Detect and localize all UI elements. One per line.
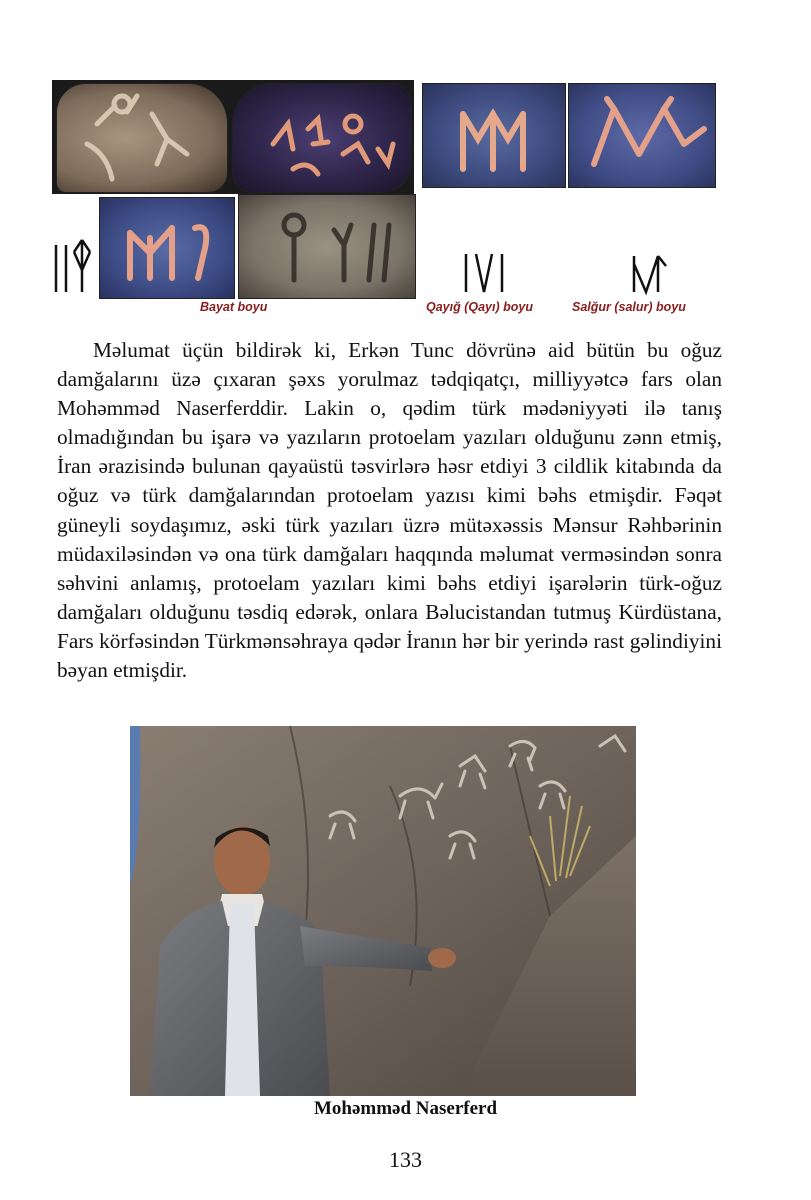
researcher-photo: [130, 726, 636, 1096]
photo-caption: Mohəmməd Naserferd: [313, 1098, 498, 1119]
petroglyph-photo-3: [422, 83, 566, 188]
page-number: 133: [389, 1147, 422, 1172]
petroglyph-photo-1: [56, 83, 228, 193]
petroglyph-photo-4: [568, 83, 716, 188]
petroglyph-photo-2: [232, 83, 412, 193]
bayat-tamga-icon: [52, 230, 100, 298]
petroglyph-photo-6: [238, 194, 416, 299]
caption-bayat: Bayat boyu: [200, 300, 268, 314]
petroglyph-photo-5: [99, 197, 235, 299]
body-text: [57, 336, 722, 685]
caption-qayig: Qayığ (Qayı) boyu: [426, 300, 533, 314]
body-paragraph: Məlumat üçün bildirək ki, Erkən Tunc dövrünə aid bütün bu oğuz damğalarını üzə çıxaran şəxs yorulmaz tədqiqatçı, milliyyətcə fars olan Mohəmməd Naserferddir. Lakin o, qədim türk mədəniyyəti ilə tanış olmadığından bu işarə və yazıların protoelam yazıları olduğunu zənn etmiş, İran ərazisində bulunan qayaüstü təsvirlərə həsr etdiyi 3 cildlik kitabında da oğuz və türk damğalarından protoelam yazısı kimi bəhs etmişdir. Fəqət güneyli soydaşımız, əski türk yazıları üzrə mütəxəssis Mənsur Rəhbərinin müdaxiləsindən və ona türk damğaları haqqında məlumat verməsindən sonra səhvini anlamış, protoelam yazıları kimi bəhs etdiyi işarələrin türk-oğuz damğaları olduğunu təsdiq edərək, onlara Bəlucistandan tutmuş Kürdüstana, Fars körfəsindən Türkmənsəhraya qədər İranın hər bir yerində rast gəlindiyini bəyan etmişdir.: [57, 338, 722, 683]
caption-salgur: Salğur (salur) boyu: [572, 300, 686, 314]
qayi-tamga-icon: [462, 250, 508, 296]
salur-tamga-icon: [628, 252, 672, 296]
petroglyph-figure: [52, 80, 722, 320]
